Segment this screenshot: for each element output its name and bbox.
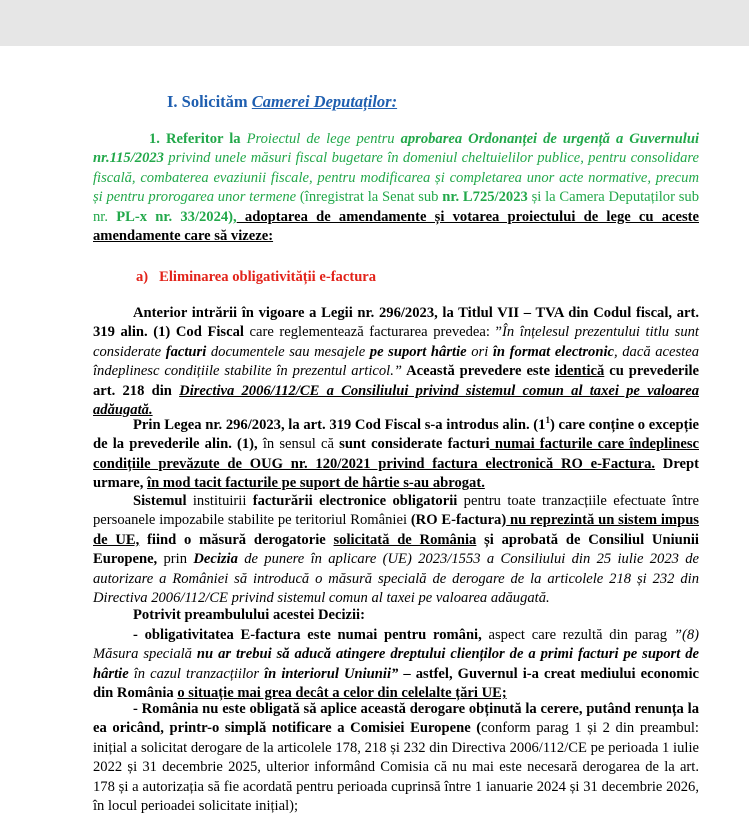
point-1-number: 1. <box>149 131 166 147</box>
point-1-lead: Referitor la <box>165 131 247 147</box>
subheading-a: a) Eliminarea obligativității e-factura <box>136 269 377 285</box>
p1-g: ori <box>466 343 493 360</box>
p1-f: pe suport hârtie <box>369 343 467 360</box>
section-heading-target: Camerei Deputaților: <box>251 92 398 111</box>
p3-d: pentru toate tranzacțiile efectuate între persoanele impozabile stabilite pe teritoriul României <box>93 493 699 529</box>
p1-a: Anterior intrării în vigoare a Legii nr. 296/2023, la Titlul VII – TVA din Codul fiscal, art. 319 alin. (1) Cod Fiscal <box>93 305 699 341</box>
paragraph-2 <box>93 416 699 494</box>
p3-b: instituirii <box>186 493 253 509</box>
viewer-top-bar <box>0 0 749 46</box>
section-heading-prefix: I. Solicităm <box>167 92 252 111</box>
p1-l: cu prevederile art. 218 din <box>93 363 699 399</box>
p3-j: prin <box>157 551 194 568</box>
p2-sup: 1 <box>545 415 550 426</box>
paragraph-5 <box>93 626 699 704</box>
p2-e: numai facturile care îndeplinesc condițiile prevăzute de OUG nr. 120/2021 privind factura electronică RO e-Factura. <box>93 436 699 472</box>
p2-g: în mod tacit facturile pe suport de hârtie s-au abrogat. <box>147 475 485 492</box>
p1-i: , dacă acestea îndeplinesc condițiile stabilite în prezentul articol.” <box>93 343 699 380</box>
p5-c: ”(8) Măsura specială <box>93 627 699 663</box>
point-1-request: adoptarea de amendamente și votarea proiectului de lege cu aceste amendamente care să vizeze: <box>93 208 699 245</box>
point-1-senate-no: nr. L725/2023 <box>442 189 528 206</box>
p1-e: documentele sau mesajele <box>206 343 370 360</box>
p5-f: în interiorul Uniunii” <box>264 665 399 682</box>
p6-a: - România nu este obligată să aplice această derogare obținută la cerere, putând renunța la ea oricând, printr-o simplă notificare a Comisiei Europene ( <box>93 701 699 737</box>
paragraph-1 <box>93 304 699 420</box>
point-1-ordinance: aprobarea Ordonanței de urgență a Guvernului nr.115/2023 <box>93 131 699 167</box>
p1-b: care reglementează facturarea prevedea: ” <box>243 324 502 341</box>
paragraph-4: Potrivit preambulului acestei Decizii: <box>133 607 365 623</box>
p3-l: de punere în aplicare (UE) 2023/1553 a Consiliului din 25 iulie 2023 de autorizare a României să introducă o măsură specială de derogare de la articolele 218 și 232 din Directiva 2006/112/CE privind sistemul comun al taxei pe valoarea adăugată. <box>93 551 699 607</box>
p3-i: și aprobată de Consiliul Uniunii Europene, <box>93 531 699 568</box>
p1-c: În înțelesul prezentului titlu sunt considerate <box>93 324 699 360</box>
p2-c: în sensul că <box>262 436 340 453</box>
p3-h: solicitată de România <box>333 531 477 548</box>
p5-b: aspect care rezultă din parag <box>481 627 674 643</box>
p3-k: Decizia <box>193 551 238 568</box>
p1-d: facturi <box>165 343 207 360</box>
section-heading <box>167 92 397 112</box>
point-1-project: Proiectul de lege pentru <box>246 131 401 147</box>
p5-d: nu ar trebui să aducă atingere dreptului clienților de a primi facturi pe suport de hârtie <box>93 646 699 682</box>
p3-f: nu reprezintă un sistem impus de UE, <box>93 512 699 548</box>
p2-b: ) care conține o excepție de la prevederile alin. (1), <box>93 417 699 453</box>
p3-a: Sistemul <box>133 493 187 509</box>
p6-b: conform parag 1 și 2 din preambul: inițial a solicitat derogare de la articolele 178, 218 și 232 din Directiva 2006/112/CE pe perioada 1 iulie 2022 și 31 decembrie 2025, ulterior informând Comisia că nu mai este necesară derogarea de la art. 178 și a autorizația să fie acordată pentru perioada cuprinsă între 1 ianuarie 2024 și 31 decembrie 2026, în locul perioadei solicitate inițial); <box>93 720 699 815</box>
p2-d: sunt considerate facturi <box>339 436 490 453</box>
p5-e: în cazul tranzacțiilor <box>128 665 265 682</box>
p5-a: - obligativitatea E-factura este numai pentru români, <box>133 627 482 643</box>
point-1-chamber-no: PL-x nr. 33/2024), <box>116 208 237 225</box>
p1-j: Această prevedere este <box>402 363 555 380</box>
p3-g: fiind o măsură derogatorie <box>139 531 334 548</box>
point-1-paragraph <box>93 130 699 246</box>
point-1-registered: (înregistrat la Senat sub <box>296 189 443 206</box>
point-1-chamber: și la Camera Deputaților sub nr. <box>93 189 700 225</box>
paragraph-6 <box>93 700 699 816</box>
p1-h: în format electronic <box>492 343 614 360</box>
p3-e: (RO E-factura) <box>410 512 507 529</box>
point-1-title: privind unele măsuri fiscal bugetare în domeniul cheltuielilor publice, pentru consolidare fiscală, combaterea evaziunii fiscale, pentru modificarea și completarea unor acte normative, precum și pentru prorogarea unor termene <box>93 150 699 206</box>
p1-m: Directiva 2006/112/CE a Consiliului privind sistemul comun al taxei pe valoarea adăugată. <box>93 382 700 419</box>
p1-k: identică <box>554 363 605 380</box>
p2-a: Prin Legea nr. 296/2023, la art. 319 Cod Fiscal s-a introdus alin. (1 <box>133 417 546 433</box>
paragraph-3 <box>93 492 699 608</box>
p5-h: o situație mai grea decât a celor din celelalte țări UE; <box>177 685 507 702</box>
p2-f: Drept urmare, <box>93 455 699 492</box>
p5-g: – astfel, Guvernul i-a creat mediului economic din România <box>93 665 699 702</box>
p3-c: facturării electronice obligatorii <box>252 493 458 509</box>
